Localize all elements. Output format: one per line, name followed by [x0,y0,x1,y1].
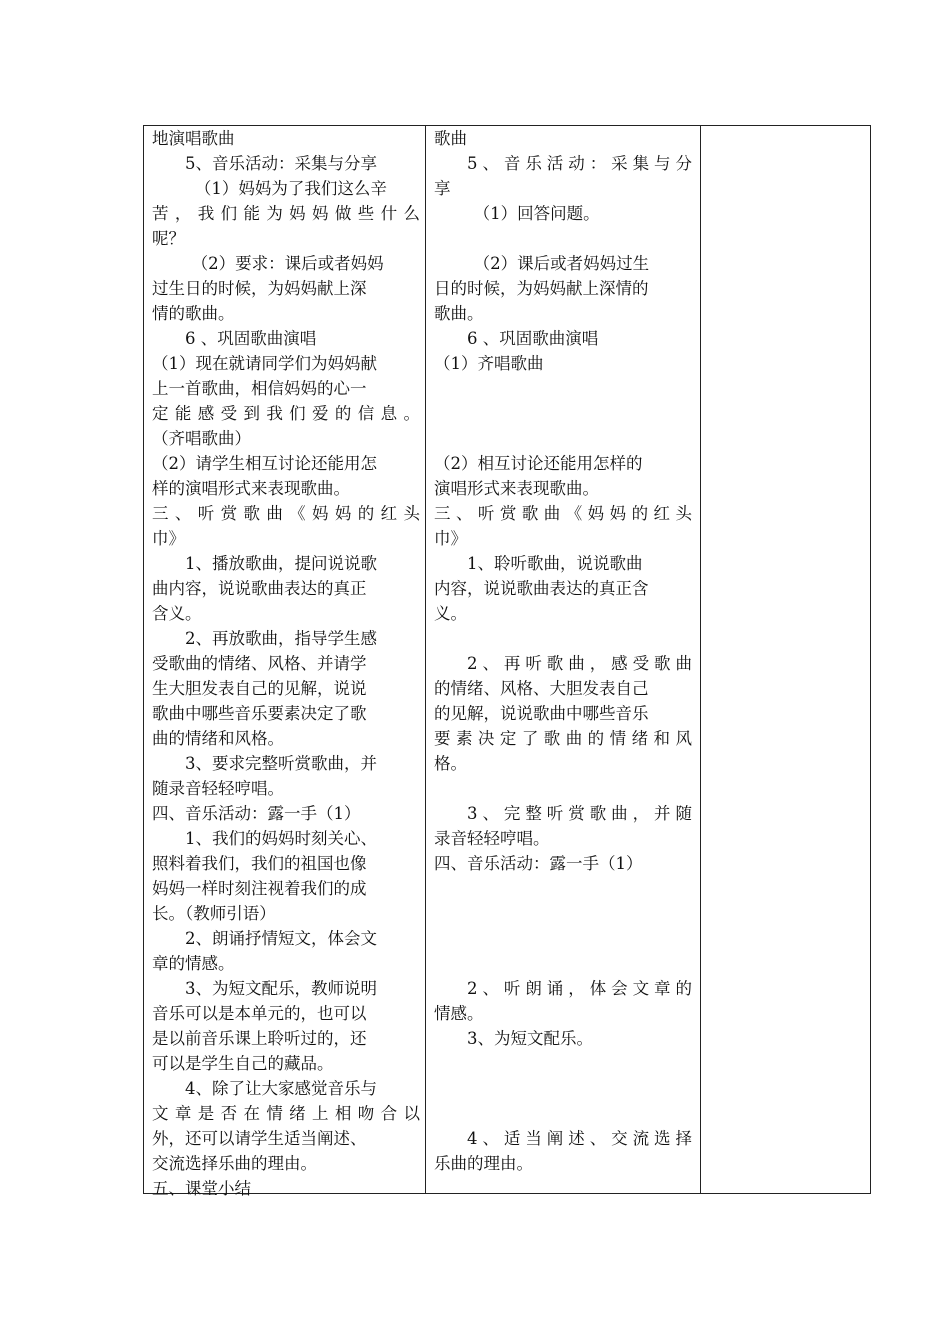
text-line: 四、音乐活动：露一手（1） [152,804,361,823]
text-line: 歌曲。 [434,304,484,323]
text-line: 情的歌曲。 [152,304,235,323]
text-line: （1）回答问题。 [473,204,600,223]
text-line: 三、听赏歌曲《妈妈的红头 [152,504,420,523]
text-line: 要素决定了歌曲的情绪和风 [434,729,692,748]
text-line: 巾》 [434,529,467,548]
text-line: 歌曲中哪些音乐要素决定了歌 [152,704,367,723]
text-line: 享 [434,179,451,198]
text-line [434,426,692,451]
text-line: 定能感受到我们爱的信息。 [152,404,420,423]
text-line: 3、要求完整听赏歌曲，并 [185,754,377,773]
text-line: 格。 [434,754,467,773]
text-line: 3、完整听赏歌曲，并随 [467,804,692,823]
text-line: 6 、巩固歌曲演唱 [185,329,317,348]
text-line: 曲的情绪和风格。 [152,729,284,748]
text-line: 2、再听歌曲，感受歌曲 [467,654,692,673]
text-line [434,1051,692,1076]
text-line: 6 、巩固歌曲演唱 [467,329,599,348]
column-divider [425,126,426,1193]
text-line [434,876,692,901]
text-line: 1、播放歌曲，提问说说歌 [185,554,377,573]
text-line [434,401,692,426]
text-line: 2、再放歌曲，指导学生感 [185,629,377,648]
text-line: （1）妈妈为了我们这么辛 [194,179,387,198]
text-line: 情感。 [434,1004,484,1023]
text-line: 的见解，说说歌曲中哪些音乐 [434,704,649,723]
text-line [434,376,692,401]
text-line: 样的演唱形式来表现歌曲。 [152,479,350,498]
text-line: 日的时候，为妈妈献上深情的 [434,279,649,298]
text-line: 录音轻轻哼唱。 [434,829,550,848]
text-line: 乐曲的理由。 [434,1154,533,1173]
lesson-plan-table [143,125,871,1198]
text-line: 演唱形式来表现歌曲。 [434,479,599,498]
text-line: 三、听赏歌曲《妈妈的红头 [434,504,692,523]
text-line: 1、我们的妈妈时刻关心、 [185,829,377,848]
text-line: 歌曲 [434,129,467,148]
text-line: 随录音轻轻哼唱。 [152,779,284,798]
column-divider [700,126,701,1193]
text-line: （1）齐唱歌曲 [434,354,544,373]
text-line: 4、适当阐述、交流选择 [467,1129,692,1148]
text-line [434,951,692,976]
text-line: （2）相互讨论还能用怎样的 [434,454,643,473]
text-line: 含义。 [152,604,202,623]
text-line: （齐唱歌曲） [152,429,251,448]
text-line: 呢？ [152,229,185,248]
text-line: 过生日的时候，为妈妈献上深 [152,279,367,298]
text-line: （1）现在就请同学们为妈妈献 [152,354,377,373]
text-line: 四、音乐活动：露一手（1） [434,854,643,873]
text-line: （2）课后或者妈妈过生 [473,254,650,273]
text-line [434,626,692,651]
text-line: 1、聆听歌曲，说说歌曲 [467,554,643,573]
text-line: 3、为短文配乐。 [467,1029,593,1048]
text-line: 苦，我们能为妈妈做些什么 [152,204,420,223]
text-line: 2、朗诵抒情短文，体会文 [185,929,377,948]
text-line: 5、音乐活动：采集与分享 [185,154,377,173]
teacher-activity-column [152,126,420,1201]
text-line: 曲内容，说说歌曲表达的真正 [152,579,367,598]
text-line: 文章是否在情绪上相吻合以 [152,1104,420,1123]
text-line: （2）要求：课后或者妈妈 [191,254,384,273]
text-line: 五、课堂小结 [152,1179,251,1198]
text-line [434,1076,692,1101]
text-line: 妈妈一样时刻注视着我们的成 [152,879,367,898]
text-line: 外，还可以请学生适当阐述、 [152,1129,367,1148]
text-line: 2、听朗诵，体会文章的 [467,979,692,998]
text-line: 巾》 [152,529,185,548]
text-line [434,901,692,926]
text-line: 的情绪、风格、大胆发表自己 [434,679,649,698]
student-activity-column [434,126,692,1176]
text-line: （2）请学生相互讨论还能用怎 [152,454,377,473]
text-line: 受歌曲的情绪、风格、并请学 [152,654,367,673]
text-line: 义。 [434,604,467,623]
text-line: 音乐可以是本单元的，也可以 [152,1004,367,1023]
text-line [434,776,692,801]
text-line: 长。（教师引语） [152,904,276,923]
text-line: 交流选择乐曲的理由。 [152,1154,317,1173]
text-line: 5、音乐活动：采集与分 [467,154,692,173]
text-line: 是以前音乐课上聆听过的，还 [152,1029,367,1048]
text-line: 4、除了让大家感觉音乐与 [185,1079,377,1098]
text-line: 上一首歌曲，相信妈妈的心一 [152,379,367,398]
text-line: 内容，说说歌曲表达的真正含 [434,579,649,598]
text-line: 可以是学生自己的藏品。 [152,1054,334,1073]
text-line: 照料着我们，我们的祖国也像 [152,854,367,873]
text-line [434,926,692,951]
text-line [434,1101,692,1126]
text-line: 生大胆发表自己的见解，说说 [152,679,367,698]
text-line: 章的情感。 [152,954,235,973]
text-line [434,226,692,251]
text-line: 3、为短文配乐，教师说明 [185,979,377,998]
text-line: 地演唱歌曲 [152,129,235,148]
